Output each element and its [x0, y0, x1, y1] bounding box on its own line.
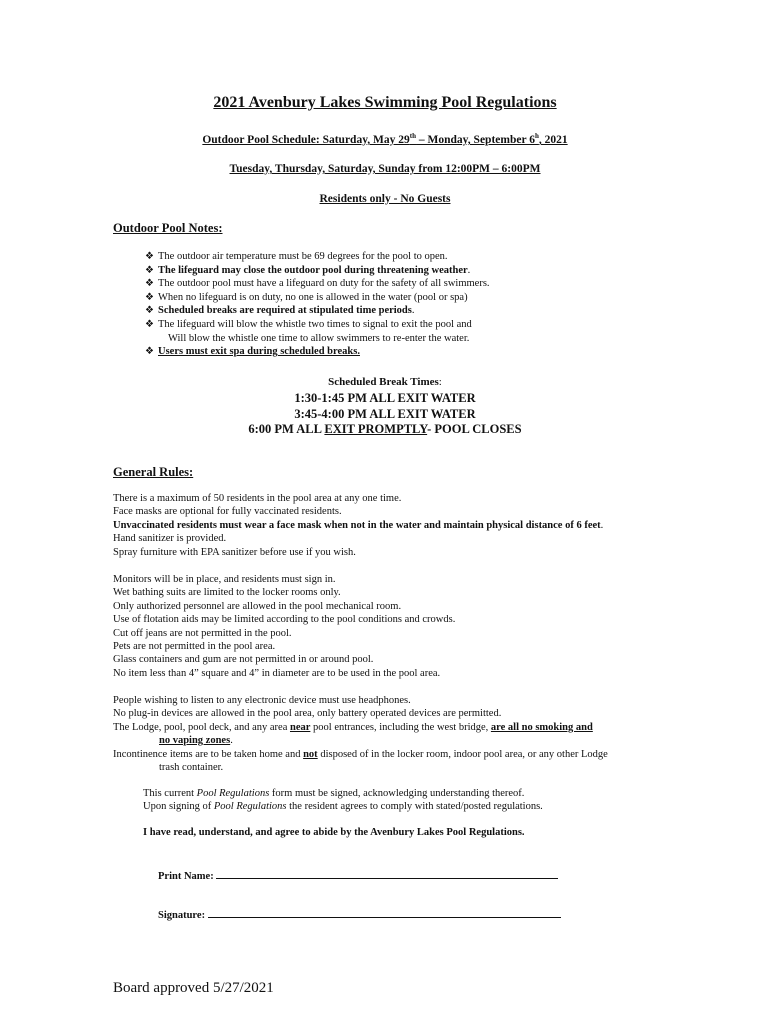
rule-text: disposed of in the locker room, indoor pool area, or any other Lodge	[317, 748, 608, 760]
signature-field[interactable]	[158, 906, 561, 922]
ordinal-suffix: th	[409, 132, 417, 140]
rule-line: No item less than 4” square and 4” in diameter are to be used in the pool area.	[113, 667, 441, 679]
diamond-bullet-icon: ❖	[145, 305, 154, 317]
rule-line: Monitors will be in place, and residents must sign in.	[113, 574, 336, 585]
break-times-label-colon: :	[438, 376, 442, 388]
agreement-text: Upon signing of	[143, 801, 214, 813]
list-item-continuation	[145, 332, 490, 346]
outdoor-notes-heading: Outdoor Pool Notes:	[113, 221, 223, 235]
rule-line: Use of flotation aids may be limited according to the pool conditions and crowds.	[113, 614, 456, 626]
schedule-days-hours: Tuesday, Thursday, Saturday, Sunday from 12:00PM – 6:00PM	[229, 163, 541, 175]
note-text: The lifeguard may close the outdoor pool during threatening weather	[158, 264, 468, 276]
note-text: The lifeguard will blow the whistle two times to signal to exit the pool and	[158, 318, 472, 330]
agreement-text: the resident agrees to comply with stated/posted regulations.	[286, 801, 543, 813]
form-name: Pool Regulations	[213, 801, 287, 813]
rule-text: Incontinence items are to be taken home and	[113, 748, 304, 760]
list-item	[145, 318, 490, 332]
rule-line: People wishing to listen to any electronic device must use headphones.	[113, 695, 411, 706]
rule-text: The Lodge, pool, pool deck, and any area	[113, 721, 290, 733]
agreement-paragraph	[143, 787, 543, 814]
note-text: The outdoor air temperature must be 69 degrees for the pool to open.	[158, 251, 448, 262]
ordinal-suffix: h	[534, 132, 539, 140]
print-name-line[interactable]	[216, 867, 558, 879]
note-text: The outdoor pool must have a lifeguard on duty for the safety of all swimmers.	[158, 278, 490, 290]
rule-line: Wet bathing suits are limited to the locker rooms only.	[113, 587, 341, 599]
general-rules-paragraph-1	[113, 492, 603, 559]
emphasis-near: near	[289, 721, 311, 733]
general-rules-paragraph-2	[113, 573, 455, 680]
rule-line: trash container.	[159, 762, 224, 774]
no-vaping-text: no vaping zones	[159, 735, 231, 747]
closing-time-prefix: 6:00 PM ALL	[248, 422, 325, 436]
agreement-statement: I have read, understand, and agree to abide by the Avenbury Lakes Pool Regulations.	[143, 827, 525, 838]
schedule-dates-year: , 2021	[538, 133, 568, 146]
agreement-line	[143, 787, 543, 800]
note-text: When no lifeguard is on duty, no one is allowed in the water (pool or spa)	[158, 291, 468, 303]
diamond-bullet-icon: ❖	[145, 264, 154, 276]
rule-line: Glass containers and gum are not permitted in or around pool.	[113, 654, 374, 666]
break-times-label	[0, 376, 770, 388]
rule-line: Face masks are optional for fully vaccinated residents.	[113, 506, 342, 518]
break-time-2: 3:45-4:00 PM ALL EXIT WATER	[294, 407, 476, 421]
note-text: .	[411, 305, 415, 317]
diamond-bullet-icon: ❖	[145, 291, 154, 303]
break-time-1: 1:30-1:45 PM ALL EXIT WATER	[294, 391, 476, 405]
schedule-dates	[0, 132, 770, 146]
list-item	[145, 264, 490, 278]
schedule-dates-end: – Monday, September 6	[416, 133, 535, 146]
rule-line: Hand sanitizer is provided.	[113, 533, 227, 545]
signature-label: Signature:	[158, 910, 208, 921]
rule-text: .	[230, 735, 233, 747]
agreement-line	[143, 800, 543, 813]
rule-text: .	[600, 519, 604, 531]
no-smoking-text: are all no smoking and	[490, 721, 593, 733]
residents-only-notice: Residents only - No Guests	[319, 193, 451, 205]
rule-line	[113, 721, 608, 734]
rule-text: Unvaccinated residents must wear a face mask when not in the water and maintain physical distance of 6 feet	[113, 519, 601, 531]
diamond-bullet-icon: ❖	[145, 318, 154, 330]
diamond-bullet-icon: ❖	[145, 346, 154, 358]
rule-line: Cut off jeans are not permitted in the pool.	[113, 627, 292, 639]
diamond-bullet-icon: ❖	[145, 278, 154, 290]
rule-line: Only authorized personnel are allowed in the pool mechanical room.	[113, 600, 402, 612]
print-name-label: Print Name:	[158, 871, 217, 882]
outdoor-notes-list	[145, 250, 490, 359]
print-name-field[interactable]	[158, 867, 558, 883]
schedule-dates-start: Outdoor Pool Schedule: Saturday, May 29	[202, 133, 410, 146]
rule-line: Pets are not permitted in the pool area.	[113, 641, 276, 653]
board-approval-footer: Board approved 5/27/2021	[113, 980, 274, 996]
note-text: Users must exit spa during scheduled breaks.	[158, 346, 360, 358]
list-item	[145, 291, 490, 305]
emphasis-not: not	[303, 748, 318, 760]
general-rules-heading: General Rules:	[113, 465, 194, 479]
rule-line: There is a maximum of 50 residents in the pool area at any one time.	[113, 493, 402, 504]
agreement-text: form must be signed, acknowledging understanding thereof.	[269, 788, 525, 799]
agreement-text: This current	[143, 788, 197, 799]
general-rules-paragraph-3	[113, 694, 608, 774]
break-times-label-text: Scheduled Break Times	[328, 376, 439, 388]
list-item	[145, 277, 490, 291]
rule-text: pool entrances, including the west bridge,	[310, 721, 491, 733]
signature-line[interactable]	[208, 906, 561, 918]
rule-line	[113, 734, 608, 747]
rule-line	[113, 519, 603, 532]
list-item	[145, 345, 490, 359]
note-text: .	[467, 264, 471, 276]
form-name: Pool Regulations	[196, 788, 270, 799]
closing-time-suffix: - POOL CLOSES	[427, 422, 522, 436]
rule-line: No plug-in devices are allowed in the pool area, only battery operated devices are permitted.	[113, 708, 502, 720]
document-title: 2021 Avenbury Lakes Swimming Pool Regulations	[213, 94, 557, 111]
list-item	[145, 304, 490, 318]
note-text: Scheduled breaks are required at stipulated time periods	[158, 305, 412, 317]
exit-promptly-text: EXIT PROMPTLY	[324, 422, 428, 436]
rule-line	[113, 748, 608, 761]
rule-line: Spray furniture with EPA sanitizer before use if you wish.	[113, 546, 356, 558]
note-text: Will blow the whistle one time to allow swimmers to re-enter the water.	[168, 332, 470, 344]
diamond-bullet-icon: ❖	[145, 251, 154, 262]
closing-time	[0, 422, 770, 437]
list-item	[145, 250, 490, 264]
